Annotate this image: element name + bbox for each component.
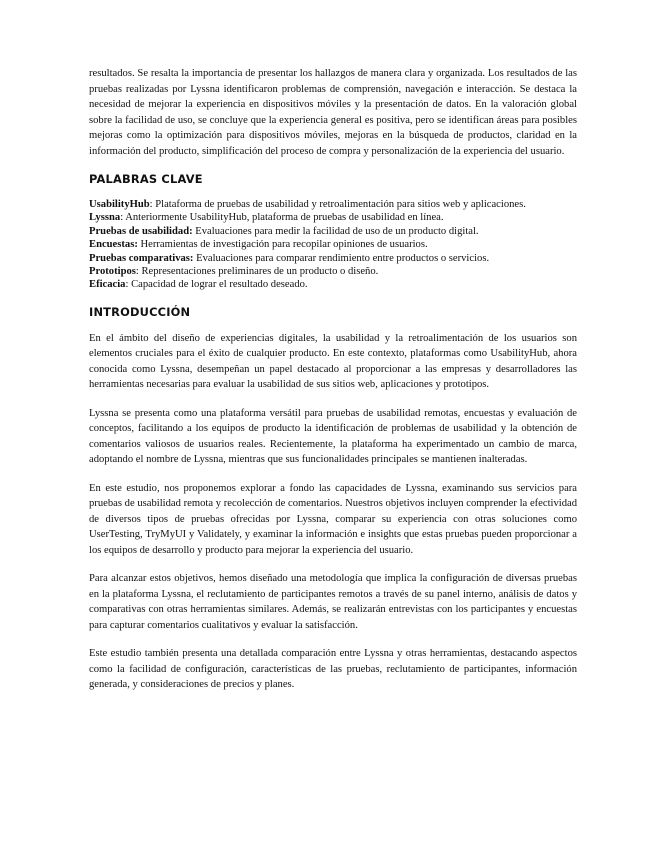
introduction-paragraph: Para alcanzar estos objetivos, hemos diseñado una metodología que implica la configuración de diversas pruebas en la plataforma Lyssna, el reclutamiento de participantes remotos a través de su panel interno, análisis de datos y comparativas con otras herramientas similares. Además, se realizarán entrevistas con los participantes y encuestas para capturar comentarios cualitativos y evaluar la satisfacción. [89, 573, 577, 631]
keyword-item [89, 225, 577, 238]
introduction-paragraph: En el ámbito del diseño de experiencias digitales, la usabilidad y la retroalimentación de los usuarios son elementos cruciales para el éxito de cualquier producto. En este contexto, plataformas como UsabilityHub, ahora conocida como Lyssna, desempeñan un papel destacado al proporcionar a las empresas y desarrolladores las herramientas necesarias para evaluar la usabilidad de sus sitios web, aplicaciones y prototipos. [89, 332, 577, 391]
keyword-item [89, 265, 577, 278]
keywords-heading: PALABRAS CLAVE [89, 172, 203, 186]
keyword-term: Encuestas: [89, 239, 138, 251]
keyword-term: Prototipos [89, 266, 136, 278]
keyword-term: UsabilityHub [89, 199, 150, 210]
keyword-definition: Anteriormente UsabilityHub, plataforma de pruebas de usabilidad en línea. [125, 212, 444, 224]
introduction-paragraph: En este estudio, nos proponemos explorar a fondo las capacidades de Lyssna, examinando sus servicios para pruebas de usabilidad remota y recolección de comentarios. Nuestros objetivos incluyen comprender la efectividad de diversos tipos de pruebas ofrecidas por Lyssna, comparar su experiencia con otras soluciones como UserTesting, TryMyUI y Validately, y examinar la información e insights que estas pruebas pueden proporcionar a los equipos de desarrollo y producto para mejorar la experiencia del usuario. [89, 482, 577, 556]
keyword-term: Eficacia [89, 279, 126, 291]
keyword-item [89, 238, 577, 251]
keyword-definition: Capacidad de lograr el resultado deseado. [131, 279, 308, 291]
keyword-separator: : [120, 212, 126, 224]
keyword-separator: : [135, 266, 142, 278]
keyword-definition: Evaluaciones para medir la facilidad de uso de un producto digital. [195, 225, 479, 237]
keyword-item [89, 198, 577, 211]
introduction-body [89, 331, 577, 693]
keyword-definition: Representaciones preliminares de un producto o diseño. [141, 266, 379, 278]
introduction-paragraph: Este estudio también presenta una detallada comparación entre Lyssna y otras herramientas, destacando aspectos como la facilidad de configuración, características de las pruebas, reclutamiento de participantes, información generada, y consideraciones de precios y planes. [89, 648, 577, 691]
keyword-term: Pruebas comparativas: [89, 252, 194, 264]
keyword-definition: Herramientas de investigación para recopilar opiniones de usuarios. [140, 239, 428, 251]
keyword-term: Pruebas de usabilidad: [89, 225, 193, 237]
keyword-item [89, 252, 577, 265]
keyword-separator: : [149, 199, 156, 210]
introduction-heading: INTRODUCCIÓN [89, 304, 191, 319]
keyword-separator: : [125, 279, 132, 291]
keyword-definition: Evaluaciones para comparar rendimiento entre productos o servicios. [196, 252, 490, 264]
keyword-item [89, 211, 577, 224]
keyword-term: Lyssna [89, 212, 121, 224]
document-page [89, 66, 577, 693]
abstract-paragraph: resultados. Se resalta la importancia de presentar los hallazgos de manera clara y organizada. Los resultados de las pruebas realizadas por Lyssna identificaron problemas de comprensión, navegación e interacción. Se destaca la necesidad de mejorar la experiencia en dispositivos móviles y la presentación de datos. En la valoración global sobre la facilidad de uso, se concluye que la experiencia general es positiva, pero se identifican áreas para posibles mejoras como la optimización para dispositivos móviles, mejoras en la búsqueda de productos, claridad en la información del producto, simplificación del proceso de compra y personalización de la experiencia del usuario. [89, 68, 577, 157]
keyword-item [89, 278, 577, 291]
keywords-list [89, 198, 577, 292]
introduction-paragraph: Lyssna se presenta como una plataforma versátil para pruebas de usabilidad remotas, encuestas y evaluación de conceptos, facilitando a los equipos de producto la identificación de problemas de usabilidad y la obtención de comentarios valiosos de usuarios reales. Recientemente, la plataforma ha experimentado un cambio de marca, adoptando el nombre de Lyssna, mientras que sus funcionalidades principales se mantienen inalteradas. [89, 407, 577, 466]
keyword-definition: Plataforma de pruebas de usabilidad y retroalimentación para sitios web y aplicaciones. [155, 199, 526, 210]
